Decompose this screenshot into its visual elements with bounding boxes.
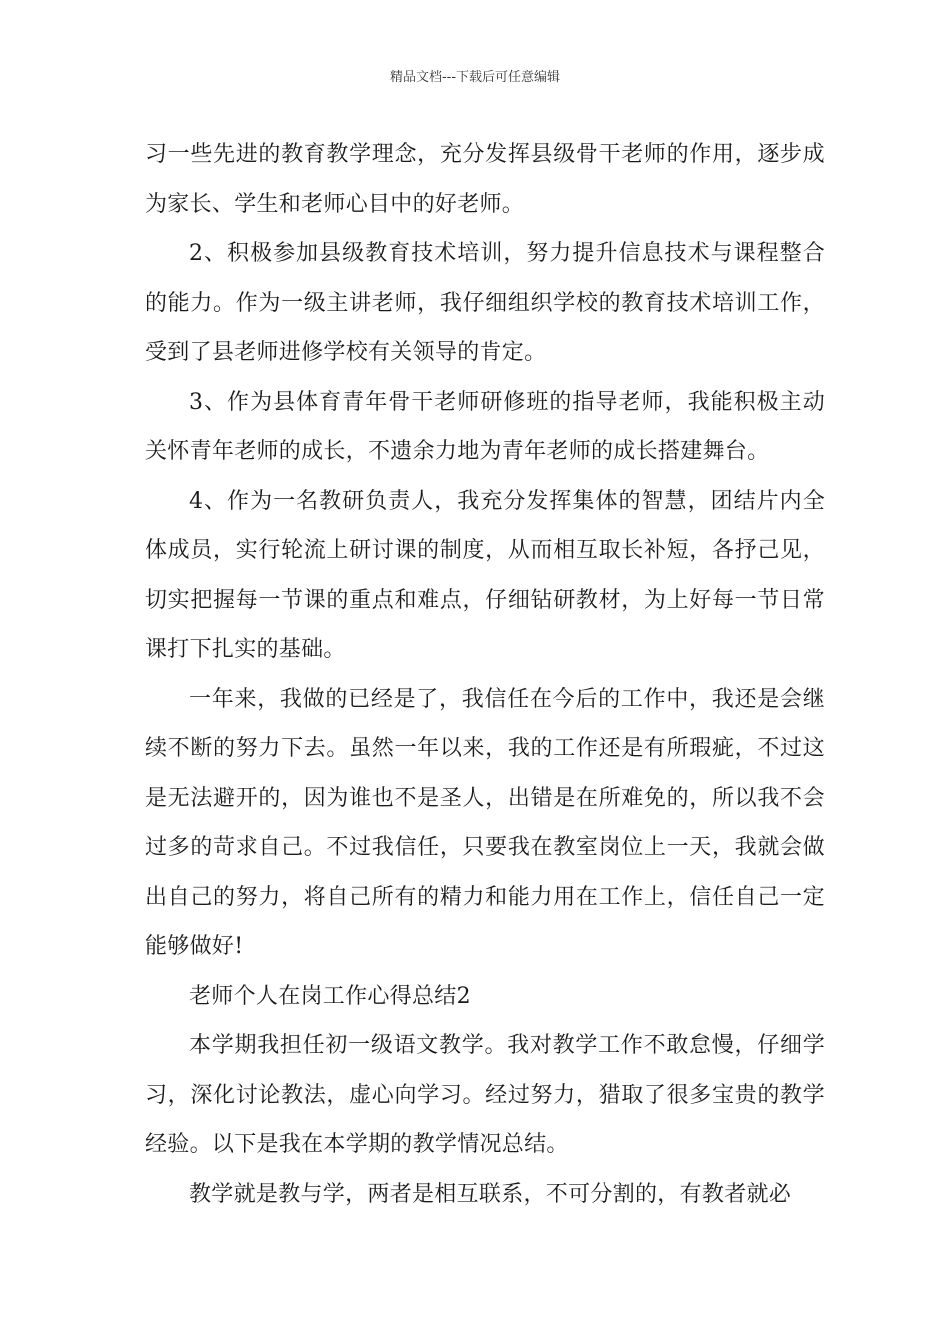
paragraph-6: 本学期我担任初一级语文教学。我对教学工作不敢怠慢，仔细学习，深化讨论教法，虚心向学习。经过努力，猎取了很多宝贵的教学经验。以下是我在本学期的教学情况总结。 — [145, 1033, 825, 1157]
paragraph-5: 一年来，我做的已经是了，我信任在今后的工作中，我还是会继续不断的努力下去。虽然一年以来，我的工作还是有所瑕疵，不过这是无法避开的，因为谁也不是圣人，出错是在所难免的，所以我不会过多的苛求自己。不过我信任，只要我在教室岗位上一天，我就会做出自己的努力，将自己所有的精力和能力用在工作上，信任自己一定能够做好! — [145, 686, 825, 959]
page-header: 精品文档---下载后可任意编辑 — [389, 70, 561, 85]
paragraph-3: 3、作为县体育青年骨干老师研修班的指导老师，我能积极主动关怀青年老师的成长，不遗余力地为青年老师的成长搭建舞台。 — [145, 389, 825, 464]
paragraph-4: 4、作为一名教研负责人，我充分发挥集体的智慧，团结片内全体成员，实行轮流上研讨课的制度，从而相互取长补短，各抒己见，切实把握每一节课的重点和难点，仔细钻研教材，为上好每一节日常课打下扎实的基础。 — [145, 488, 825, 662]
paragraph-1: 习一些先进的教育教学理念，充分发挥县级骨干老师的作用，逐步成为家长、学生和老师心目中的好老师。 — [145, 142, 825, 217]
paragraph-7: 教学就是教与学，两者是相互联系，不可分割的，有教者就必 — [189, 1181, 792, 1207]
section-heading: 老师个人在岗工作心得总结2 — [189, 983, 471, 1009]
document-body — [145, 130, 825, 1219]
paragraph-2: 2、积极参加县级教育技术培训，努力提升信息技术与课程整合的能力。作为一级主讲老师，我仔细组织学校的教育技术培训工作，受到了县老师进修学校有关领导的肯定。 — [145, 241, 825, 365]
